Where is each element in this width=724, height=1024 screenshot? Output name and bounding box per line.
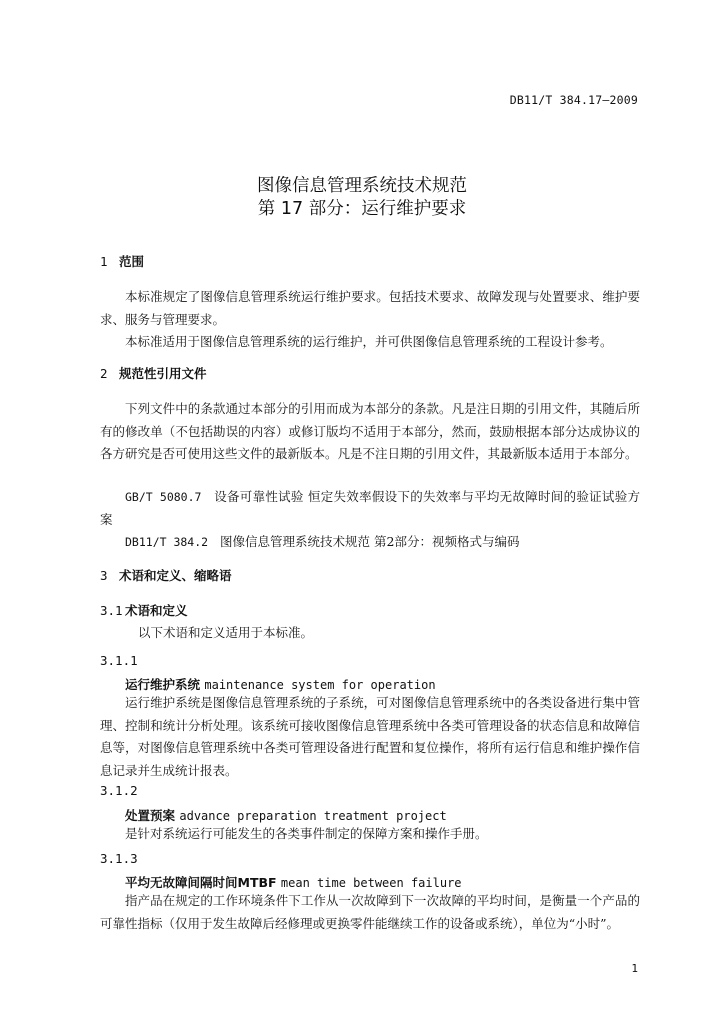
term-definition: 是针对系统运行可能发生的各类事件制定的保障方案和操作手册。	[125, 826, 488, 841]
section-title: 术语和定义、缩略语	[119, 568, 232, 583]
term-definition: 运行维护系统是图像信息管理系统的子系统，可对图像信息管理系统中的各类设备进行集中管理、控制和统计分析处理。该系统可接收图像信息管理系统中各类可管理设备的状态信息和故障信息等，对图像信息管理系统中各类可管理设备进行配置和复位操作，将所有运行信息和维护操作信息记录并生成统计报表。	[100, 695, 640, 778]
section-title: 范围	[119, 254, 145, 269]
term-en: maintenance system for operation	[204, 678, 436, 692]
subsection-3-1-intro: 以下术语和定义适用于本标准。	[138, 625, 314, 640]
term-heading	[125, 873, 462, 891]
section-2-heading	[100, 364, 207, 382]
term-zh: 平均无故障间隔时间MTBF	[125, 875, 277, 890]
section-2-paragraph-1: 下列文件中的条款通过本部分的引用而成为本部分的条款。凡是注日期的引用文件，其随后所有的修改单（不包括勘误的内容）或修订版均不适用于本部分，然而，鼓励根据本部分达成协议的各方研究是否可使用这些文件的最新版本。凡是不注日期的引用文件，其最新版本适用于本部分。	[100, 401, 640, 461]
term-definition: 指产品在规定的工作环境条件下工作从一次故障到下一次故障的平均时间，是衡量一个产品的可靠性指标（仅用于发生故障后经修理或更换零件能继续工作的设备或系统），单位为“小时”。	[100, 893, 640, 931]
section-1-paragraph-1: 本标准规定了图像信息管理系统运行维护要求。包括技术要求、故障发现与处置要求、维护要求、服务与管理要求。	[100, 289, 640, 327]
normative-reference	[100, 486, 640, 531]
reference-code: DB11/T 384.2	[125, 535, 209, 549]
section-3-heading	[100, 566, 232, 584]
subsection-number: 3.1	[100, 603, 123, 618]
section-1-paragraph-2: 本标准适用于图像信息管理系统的运行维护，并可供图像信息管理系统的工程设计参考。	[125, 334, 613, 349]
section-number: 1	[100, 254, 108, 269]
term-zh: 处置预案	[125, 808, 176, 823]
reference-title: 图像信息管理系统技术规范 第2部分：视频格式与编码	[220, 534, 520, 549]
section-number: 3	[100, 568, 108, 583]
term-heading	[125, 675, 436, 693]
section-title: 规范性引用文件	[119, 366, 207, 381]
subsection-3-1-heading	[100, 601, 188, 619]
document-subtitle: 第 17 部分：运行维护要求	[257, 199, 467, 219]
page-number: 1	[631, 962, 638, 975]
term-zh: 运行维护系统	[125, 677, 201, 692]
standard-code: DB11/T 384.17—2009	[509, 93, 638, 107]
document-title: 图像信息管理系统技术规范	[257, 176, 467, 196]
subsection-title: 术语和定义	[125, 603, 188, 618]
clause-number: 3.1.1	[100, 653, 138, 668]
reference-title: 设备可靠性试验 恒定失效率假设下的失效率与平均无故障时间的验证试验方案	[100, 489, 640, 527]
clause-number: 3.1.3	[100, 851, 138, 866]
normative-reference	[100, 531, 640, 554]
term-en: advance preparation treatment project	[179, 809, 447, 823]
term-en: mean time between failure	[280, 876, 462, 890]
clause-number: 3.1.2	[100, 783, 138, 798]
reference-code: GB/T 5080.7	[125, 490, 202, 504]
term-heading	[125, 806, 447, 824]
section-number: 2	[100, 366, 108, 381]
section-1-heading	[100, 252, 144, 270]
